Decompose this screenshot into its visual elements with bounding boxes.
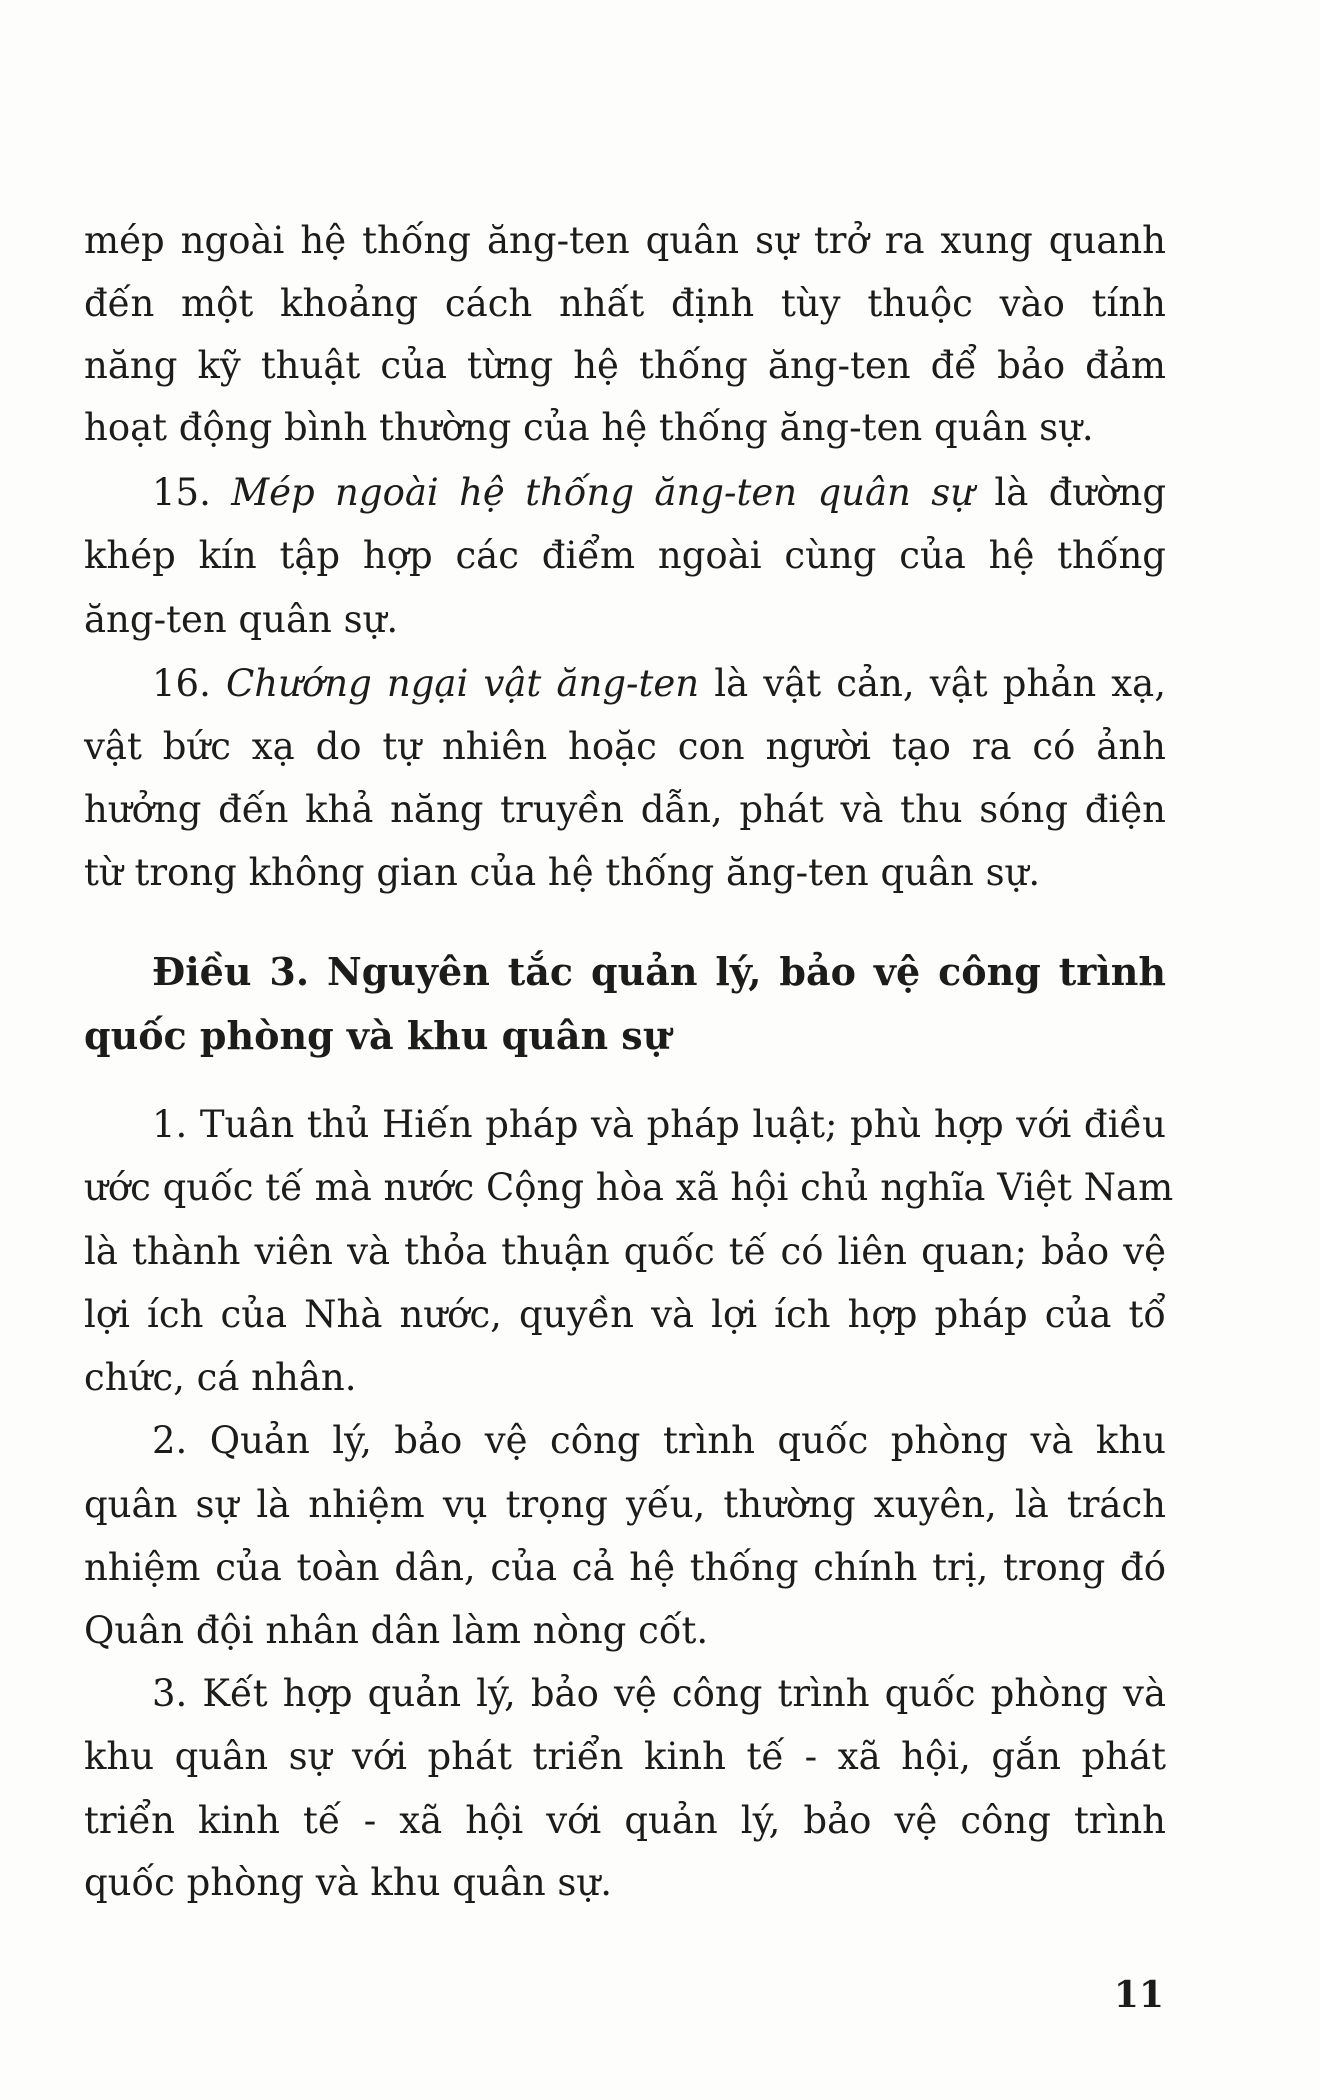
defined-term: Chướng ngại vật ăng-ten xyxy=(226,662,700,705)
text-segment: là thành viên và thỏa thuận quốc tế có liên quan; bảo vệ xyxy=(84,1230,1166,1273)
text-segment: hưởng đến khả năng truyền dẫn, phát và thu sóng điện xyxy=(84,788,1166,831)
text-segment: đến một khoảng cách nhất định tùy thuộc vào tính xyxy=(84,282,1166,325)
text-segment: quốc phòng và khu quân sự. xyxy=(84,1861,613,1904)
text-segment: lợi ích của Nhà nước, quyền và lợi ích hợp pháp của tổ xyxy=(84,1293,1166,1336)
article-heading-line xyxy=(84,1004,1166,1068)
text-line xyxy=(84,1156,1174,1220)
text-line xyxy=(84,1789,1166,1853)
text-segment: ước quốc tế mà nước Cộng hòa xã hội chủ nghĩa Việt Nam xyxy=(84,1166,1174,1209)
text-segment: hoạt động bình thường của hệ thống ăng-ten quân sự. xyxy=(84,406,1094,449)
text-segment: 1. Tuân thủ Hiến pháp và pháp luật; phù hợp với điều xyxy=(152,1103,1166,1146)
text-line xyxy=(152,1662,1166,1726)
text-segment: nhiệm của toàn dân, của cả hệ thống chính trị, trong đó xyxy=(84,1546,1166,1589)
text-segment: Quân đội nhân dân làm nòng cốt. xyxy=(84,1609,709,1652)
text-segment: quân sự là nhiệm vụ trọng yếu, thường xuyên, là trách xyxy=(84,1483,1166,1526)
text-line xyxy=(84,588,1166,652)
text-line xyxy=(152,652,1166,716)
text-segment: năng kỹ thuật của từng hệ thống ăng-ten để bảo đảm xyxy=(84,344,1166,387)
text-line xyxy=(84,334,1166,398)
text-line xyxy=(84,1346,1166,1410)
text-segment: khu quân sự với phát triển kinh tế - xã hội, gắn phát xyxy=(84,1735,1166,1778)
text-line xyxy=(84,396,1166,460)
text-segment: vật bức xạ do tự nhiên hoặc con người tạo ra có ảnh xyxy=(84,725,1166,768)
text-segment: quốc phòng và khu quân sự xyxy=(84,1013,671,1058)
text-segment: 16. xyxy=(152,662,226,705)
text-line xyxy=(152,461,1166,525)
text-line xyxy=(84,209,1166,273)
text-line xyxy=(84,1536,1166,1600)
text-line xyxy=(84,1725,1166,1789)
text-line xyxy=(84,778,1166,842)
text-line xyxy=(84,1473,1166,1537)
text-segment: là đường xyxy=(974,471,1166,514)
text-segment: khép kín tập hợp các điểm ngoài cùng của hệ thống xyxy=(84,534,1166,577)
text-line xyxy=(84,272,1166,336)
defined-term: Mép ngoài hệ thống ăng-ten quân sự xyxy=(231,471,975,514)
text-segment: là vật cản, vật phản xạ, xyxy=(699,662,1166,705)
text-segment: mép ngoài hệ thống ăng-ten quân sự trở ra xung quanh xyxy=(84,219,1166,262)
text-line xyxy=(84,1283,1166,1347)
page-number: 11 xyxy=(1113,1974,1164,2016)
text-line xyxy=(84,1851,1166,1915)
text-line xyxy=(84,841,1166,905)
text-segment: từ trong không gian của hệ thống ăng-ten quân sự. xyxy=(84,851,1041,894)
text-line xyxy=(84,715,1166,779)
text-segment: 3. Kết hợp quản lý, bảo vệ công trình quốc phòng và xyxy=(152,1672,1166,1715)
text-segment: 15. xyxy=(152,471,232,514)
text-segment: triển kinh tế - xã hội với quản lý, bảo vệ công trình xyxy=(84,1799,1166,1842)
text-line xyxy=(152,1093,1166,1157)
article-heading-line xyxy=(152,940,1166,1004)
text-segment: 2. Quản lý, bảo vệ công trình quốc phòng và khu xyxy=(152,1419,1166,1462)
text-line xyxy=(152,1409,1166,1473)
text-segment: Điều 3. Nguyên tắc quản lý, bảo vệ công trình xyxy=(152,949,1166,994)
text-line xyxy=(84,1599,1166,1663)
text-line xyxy=(84,524,1166,588)
text-line xyxy=(84,1220,1166,1284)
text-segment: ăng-ten quân sự. xyxy=(84,598,399,641)
text-segment: chức, cá nhân. xyxy=(84,1356,357,1399)
